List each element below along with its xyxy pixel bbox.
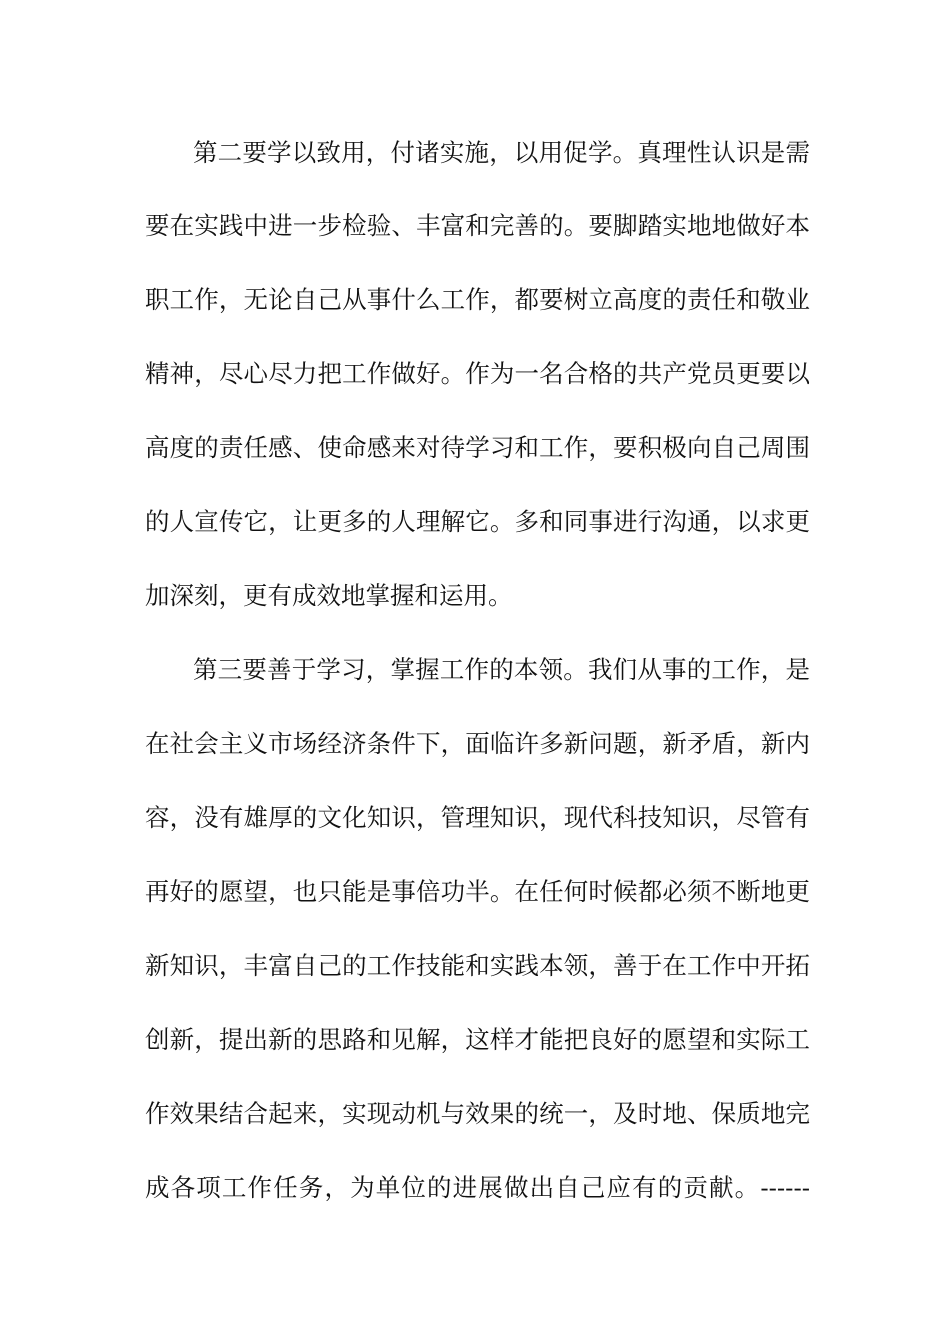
paragraph-line: 职工作，无论自己从事什么工作，都要树立高度的责任和敬业 — [145, 285, 810, 314]
paragraph-line: 精神，尽心尽力把工作做好。作为一名合格的共产党员更要以 — [145, 359, 810, 388]
paragraph-line: 的人宣传它，让更多的人理解它。多和同事进行沟通，以求更 — [145, 507, 810, 536]
paragraph-line: 第二要学以致用，付诸实施，以用促学。真理性认识是需 — [193, 138, 810, 167]
paragraph-line: 成各项工作任务，为单位的进展做出自己应有的贡献。------ — [145, 1173, 810, 1202]
paragraph-line: 再好的愿望，也只能是事倍功半。在任何时候都必须不断地更 — [145, 877, 810, 906]
paragraph-line: 第三要善于学习，掌握工作的本领。我们从事的工作，是 — [193, 655, 810, 684]
paragraph-line: 创新，提出新的思路和见解，这样才能把良好的愿望和实际工 — [145, 1025, 810, 1054]
paragraph-line: 作效果结合起来，实现动机与效果的统一，及时地、保质地完 — [145, 1099, 810, 1128]
paragraph-line: 新知识，丰富自己的工作技能和实践本领，善于在工作中开拓 — [145, 951, 810, 980]
paragraph-line: 加深刻，更有成效地掌握和运用。 — [145, 581, 513, 610]
paragraph-line: 高度的责任感、使命感来对待学习和工作，要积极向自己周围 — [145, 433, 810, 462]
paragraph-line: 在社会主义市场经济条件下，面临许多新问题，新矛盾，新内 — [145, 729, 810, 758]
paragraph-line: 容，没有雄厚的文化知识，管理知识，现代科技知识，尽管有 — [145, 803, 810, 832]
paragraph-line: 要在实践中进一步检验、丰富和完善的。要脚踏实地地做好本 — [145, 211, 810, 240]
